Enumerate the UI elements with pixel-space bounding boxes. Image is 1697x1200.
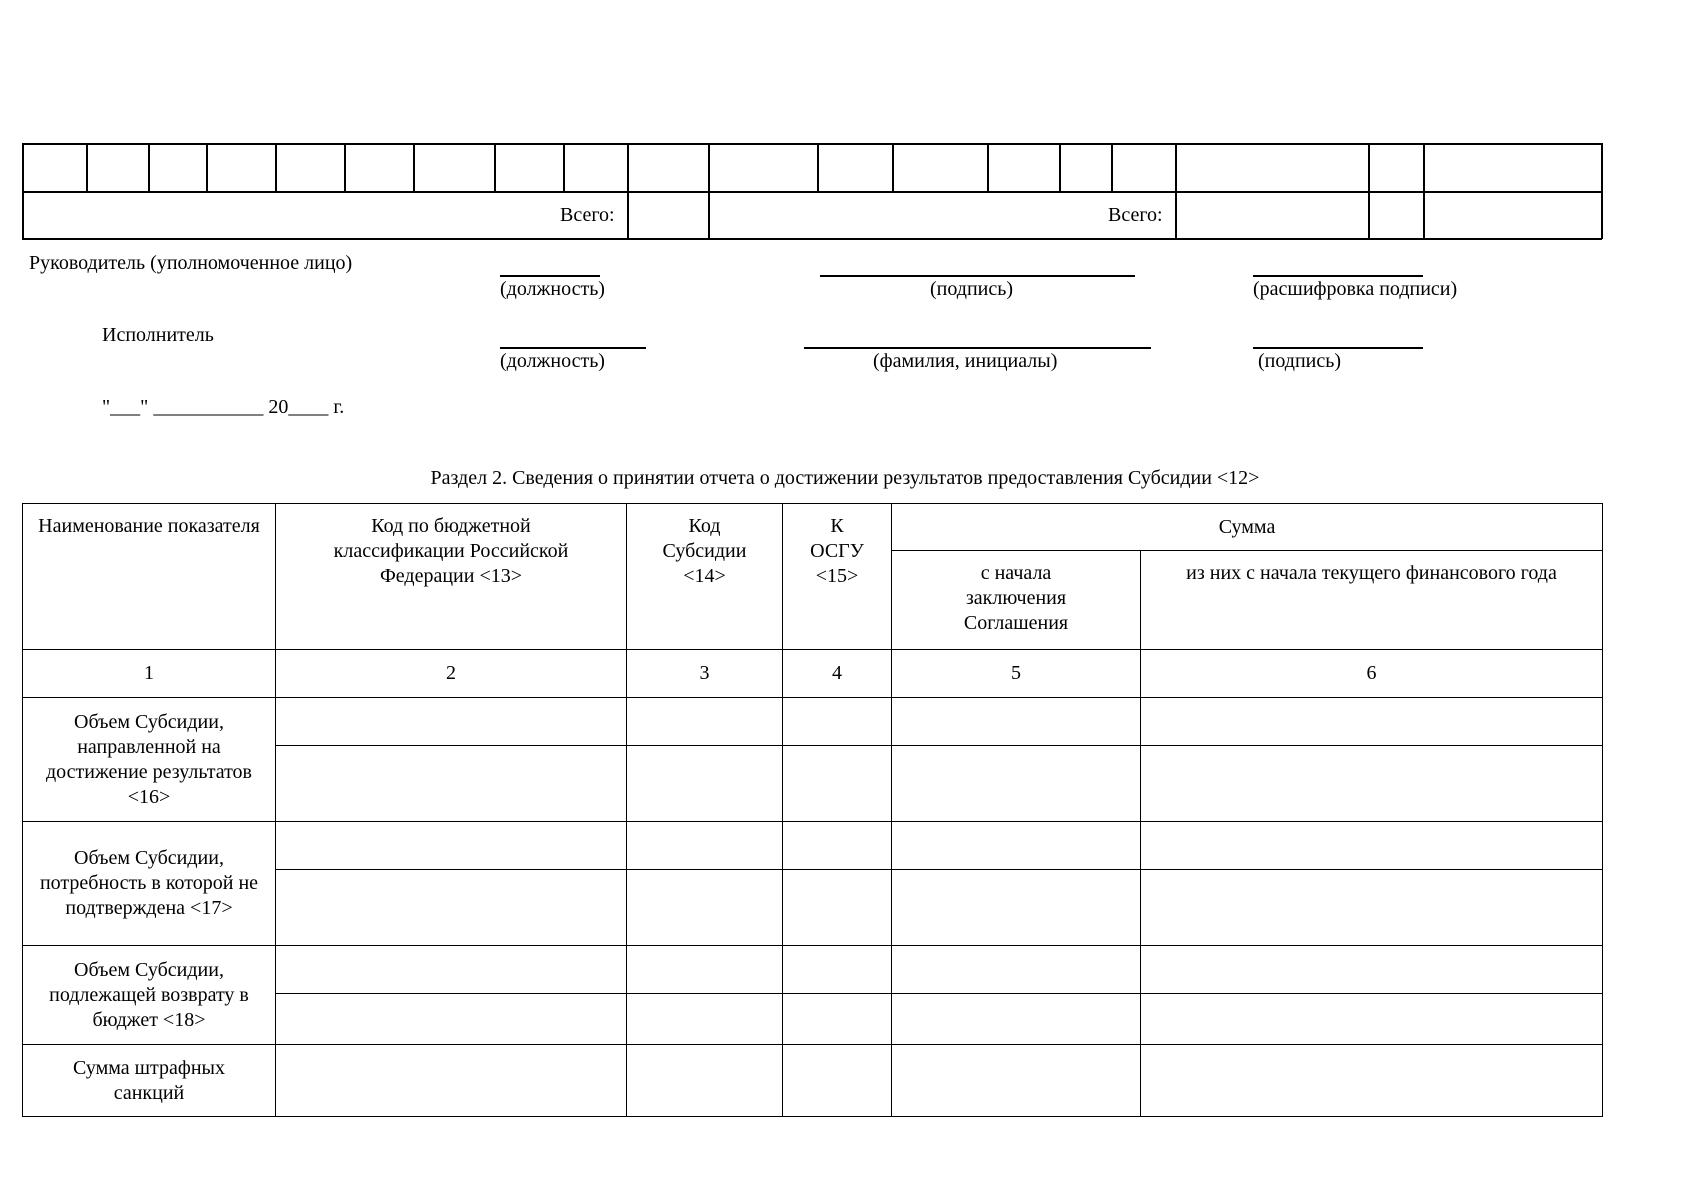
head-decoding-caption: (расшифровка подписи) [1253,278,1458,300]
cell[interactable] [1141,1045,1603,1117]
cell[interactable] [627,746,783,822]
cell[interactable] [276,1045,627,1117]
header-sum-text: Сумма [1218,515,1276,538]
row-label-1-text: Объем Субсидии, направленной на достижение результатов <16> [45,710,253,808]
col-number-4: 4 [783,650,892,698]
cell[interactable] [1141,822,1603,870]
section2-table [22,503,1603,1117]
header-col2 [276,504,627,650]
cell[interactable] [276,698,627,746]
cell[interactable] [892,746,1141,822]
header-col5-text: с начала заключения Соглашения [963,562,1069,634]
cell[interactable] [783,822,892,870]
cell[interactable] [783,946,892,994]
cell[interactable] [892,870,1141,946]
cell[interactable] [783,746,892,822]
executor-signature-caption: (подпись) [1258,350,1342,372]
col-number-1: 1 [23,650,276,698]
col-number-2: 2 [276,650,627,698]
cell[interactable] [783,698,892,746]
header-col6 [1141,551,1603,650]
header-col4-text: К ОСГУ <15> [810,515,864,587]
cell[interactable] [627,946,783,994]
header-col1 [23,504,276,650]
cell[interactable] [627,994,783,1045]
cell[interactable] [276,746,627,822]
column-numbers-row [23,650,1603,698]
cell[interactable] [627,822,783,870]
cell[interactable] [783,1045,892,1117]
executor-signature-line [1253,347,1423,349]
head-signature-caption: (подпись) [930,278,1014,300]
header-col1-text: Наименование показателя [38,515,260,537]
table-row [23,822,1603,870]
date-line: "___" ___________ 20____ г. [102,396,345,418]
cell[interactable] [783,870,892,946]
total-label-left: Всего: [560,204,615,226]
executor-label: Исполнитель [102,324,214,346]
header-col3-text: Код Субсидии <14> [662,515,747,587]
header-col3 [627,504,783,650]
head-signature-line [820,275,1135,277]
cell[interactable] [276,870,627,946]
cell[interactable] [1141,994,1603,1045]
cell[interactable] [892,994,1141,1045]
table-row [23,698,1603,746]
head-decoding-line [1253,275,1423,277]
executor-name-line [804,347,1151,349]
head-label: Руководитель (уполномоченное лицо) [29,252,353,274]
col-number-5: 5 [892,650,1141,698]
cell[interactable] [276,994,627,1045]
section2-title: Раздел 2. Сведения о принятии отчета о достижении результатов предоставления Субсидии <12> [430,467,1260,489]
executor-position-line [500,347,646,349]
row-label-2 [23,822,276,946]
cell[interactable] [276,822,627,870]
executor-position-caption: (должность) [500,350,605,372]
header-sum [892,504,1603,551]
col-number-6: 6 [1141,650,1603,698]
row-label-4-text: Сумма штрафных санкций [73,1056,225,1104]
header-col4 [783,504,892,650]
col-number-3: 3 [627,650,783,698]
row-label-4 [23,1045,276,1117]
cell[interactable] [627,870,783,946]
row-label-3 [23,946,276,1045]
cell[interactable] [627,1045,783,1117]
total-label-right: Всего: [1108,204,1163,226]
head-position-caption: (должность) [500,278,605,300]
row-label-1 [23,698,276,822]
header-col6-text: из них с начала текущего финансового года [1186,562,1557,584]
cell[interactable] [1141,746,1603,822]
row-label-2-text: Объем Субсидии, потребность в которой не подтверждена <17> [39,847,259,919]
cell[interactable] [783,994,892,1045]
cell[interactable] [1141,698,1603,746]
cell[interactable] [276,946,627,994]
cell[interactable] [892,946,1141,994]
row-label-3-text: Объем Субсидии, подлежащей возврату в бюджет <18> [49,958,249,1031]
head-position-line [500,275,600,277]
cell[interactable] [627,698,783,746]
cell[interactable] [892,698,1141,746]
executor-name-caption: (фамилия, инициалы) [873,350,1058,372]
cell[interactable] [1141,870,1603,946]
header-col2-text: Код по бюджетной классификации Российской Федерации <13> [333,515,569,587]
header-col5 [892,551,1141,650]
cell[interactable] [1141,946,1603,994]
table-row [23,1045,1603,1117]
table-row [23,946,1603,994]
cell[interactable] [892,1045,1141,1117]
cell[interactable] [892,822,1141,870]
